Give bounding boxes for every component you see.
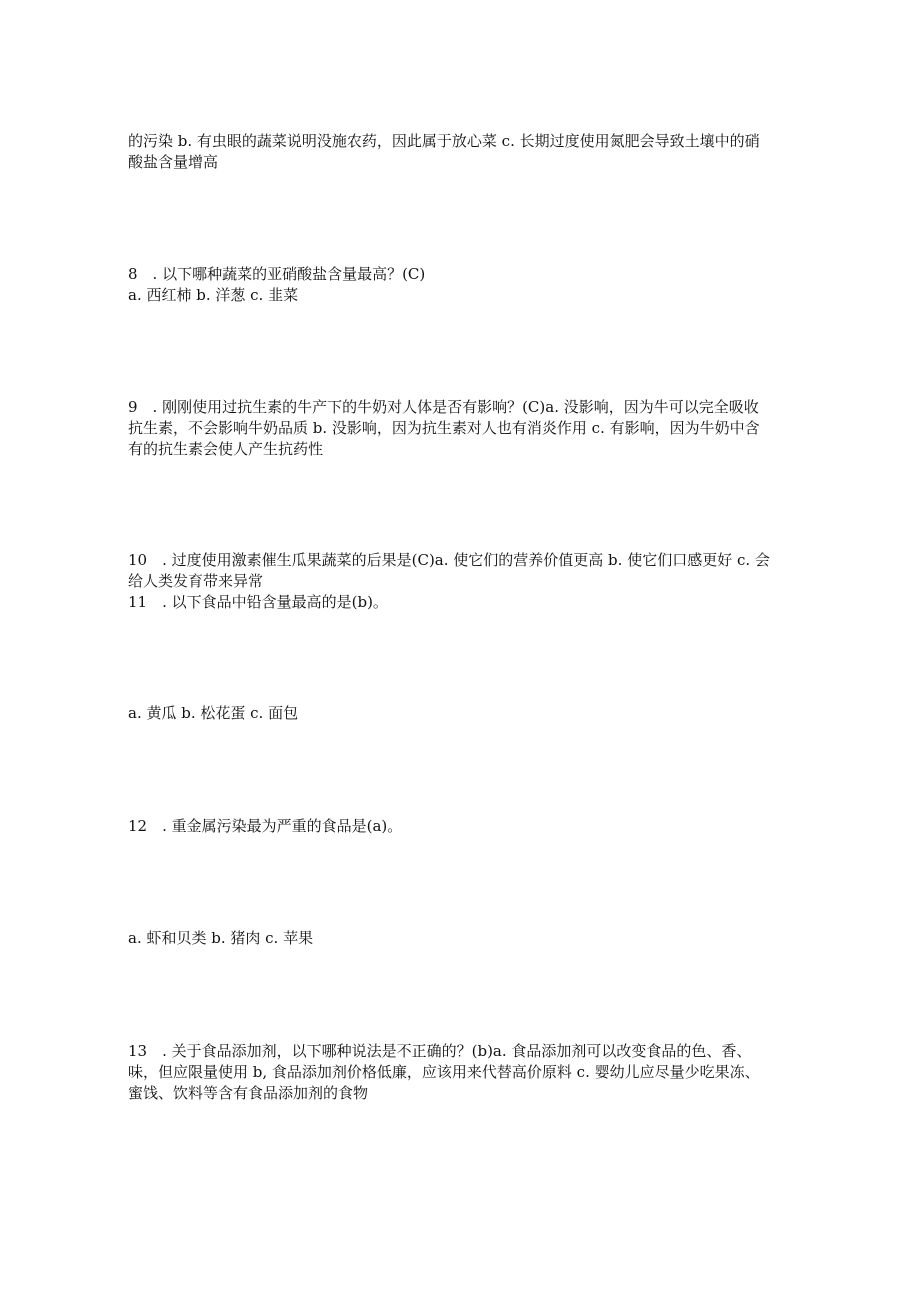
answer-options: a. 虾和贝类 b. 猪肉 c. 苹果 (128, 929, 314, 947)
question-7-continuation (128, 131, 778, 173)
question-12-options (128, 928, 778, 949)
answer-options: a. 西红柿 b. 洋葱 c. 韭菜 (128, 286, 299, 304)
question-text: 12 . 重金属污染最为严重的食品是(a)。 (128, 817, 403, 835)
text-line: 给人类发育带来异常 (128, 572, 264, 590)
text-line: 味，但应限量使用 b, 食品添加剂价格低廉，应该用来代替高价原料 c. 婴幼儿应尽量少吃果冻、 (128, 1063, 760, 1081)
text-line: 蜜饯、饮料等含有食品添加剂的食物 (128, 1084, 369, 1102)
text-line: 有的抗生素会使人产生抗药性 (128, 440, 324, 458)
question-text: 11 . 以下食品中铅含量最高的是(b)。 (128, 593, 388, 611)
text-line: 的污染 b. 有虫眼的蔬菜说明没施农药，因此属于放心菜 c. 长期过度使用氮肥会导致土壤中的硝 (128, 132, 760, 150)
question-text: 9 . 刚刚使用过抗生素的牛产下的牛奶对人体是否有影响？(C)a. 没影响，因为牛可以完全吸收 (128, 398, 759, 416)
answer-options: a. 黄瓜 b. 松花蛋 c. 面包 (128, 704, 299, 722)
text-line: 抗生素，不会影响牛奶品质 b. 没影响，因为抗生素对人也有消炎作用 c. 有影响，因为牛奶中含 (128, 419, 760, 437)
question-13 (128, 1041, 778, 1104)
question-12 (128, 816, 778, 837)
question-9 (128, 397, 778, 460)
question-text: 10 . 过度使用激素催生瓜果蔬菜的后果是(C)a. 使它们的营养价值更高 b. 使它们口感更好 c. 会 (128, 551, 770, 569)
question-8 (128, 264, 778, 306)
question-10-11 (128, 550, 778, 613)
question-text: 13 . 关于食品添加剂，以下哪种说法是不正确的？(b)a. 食品添加剂可以改变食品的色、香、 (128, 1042, 752, 1060)
text-line: 酸盐含量增高 (128, 153, 219, 171)
question-text: 8 . 以下哪种蔬菜的亚硝酸盐含量最高？(C) (128, 265, 426, 283)
question-11-options (128, 703, 778, 724)
